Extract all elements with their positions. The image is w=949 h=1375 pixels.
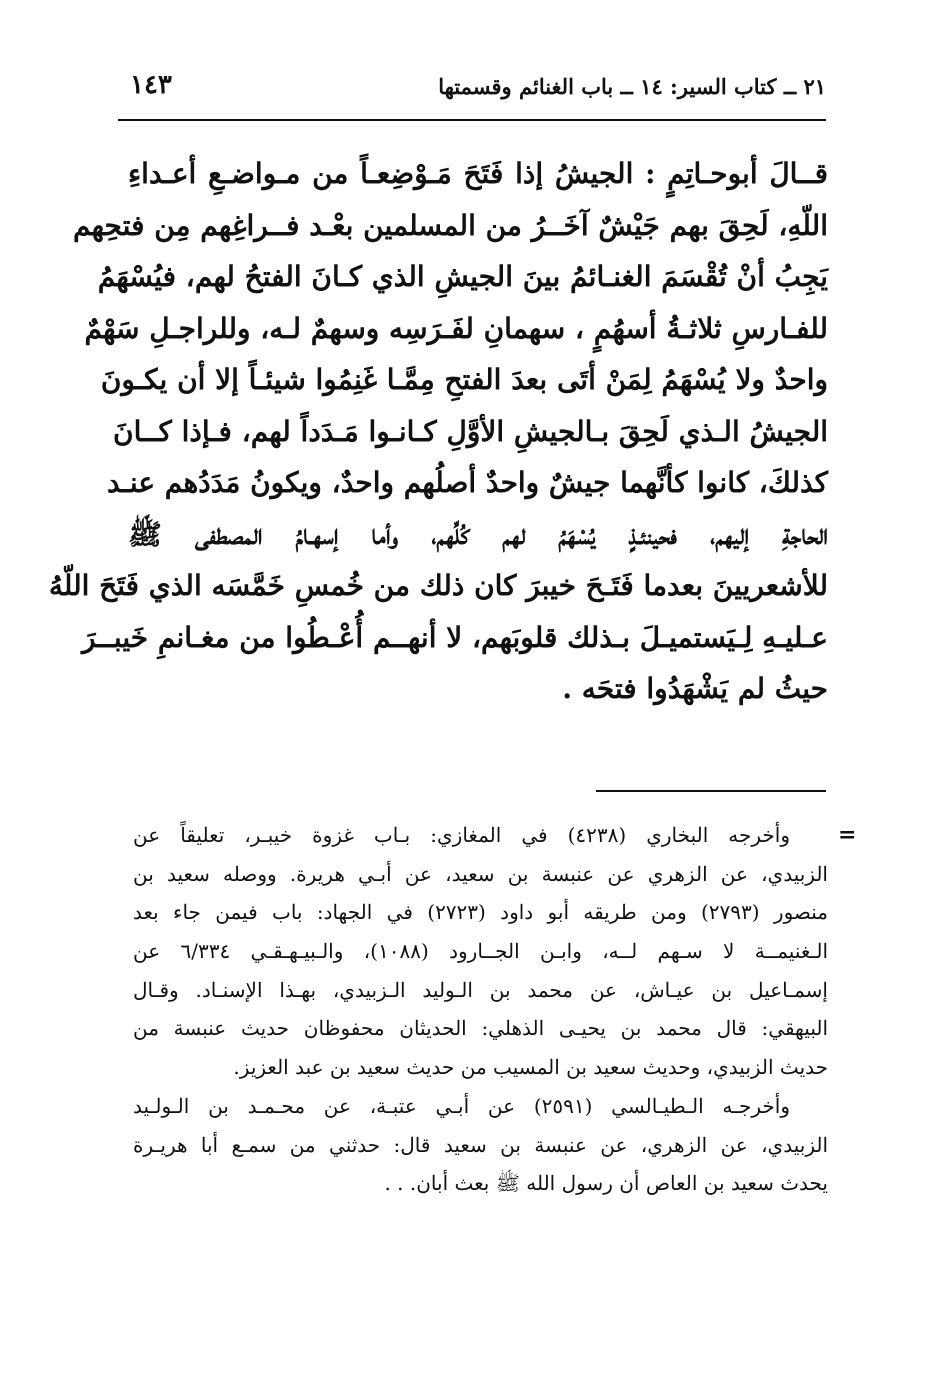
main-text-line: اللّهِ، لَحِقَ بهم جَيْشٌ آخَــرُ من المسلمين بعْـد فــراغِهم مِن فتحِهم (73, 208, 828, 242)
main-text-line: الجيشُ الـذي لَحِقَ بـالجيشِ الأوَّلِ كـانـوا مَـدَداً لهم، فـإذا كــانَ (113, 414, 828, 448)
main-text-line: يَجِبُ أنْ تُقْسَمَ الغنـائمُ بينَ الجيشِ الذي كـانَ الفتحُ لهم، فيُسْهَمُ (97, 260, 828, 293)
footnote-line: إسمـاعيل بن عيـاش، عن محمد بن الـوليد الـزبيدي، بهـذا الإسنـاد. وقـال (133, 977, 828, 1002)
footnote-continuation-mark: = (838, 822, 857, 848)
main-text-line: الحاجةِ إليهم، فحينئـذٍ يُسْهَمُ لهم كُلِّهم، وأما إسهـامُ المصطفى ﷺ (128, 517, 828, 551)
footnote-line: الـغنيمــة لا سـهم لــه، وابـن الجــارود (١٠٨٨)، والـبيـهـقـي ٦/٣٣٤ عن (133, 939, 829, 964)
footnote-line: وأخرجـه الـطيـالسي (٢٥٩١) عن أبـي عتبـة، عن محـمـد بن الـولـيد (133, 1093, 790, 1118)
main-text-line: للأشعريينَ بعدما فَتَـحَ خيبرَ كان ذلك من خُمسِ خَمَّسَه الذي فَتَحَ اللّهُ (48, 569, 828, 602)
footnote-line: وأخرجه البخاري (٤٢٣٨) في المغازي: بـاب غزوة خيبـر، تعليقاً عن (133, 823, 791, 847)
page-number: ١٤٣ (130, 70, 172, 100)
running-title: ٢١ ــ كتاب السير: ١٤ ــ باب الغنائم وقسمتها (438, 74, 826, 99)
main-text (48, 148, 828, 715)
main-text-line: حيثُ لم يَشْهَدُوا فتحَه . (562, 672, 828, 705)
footnote-line: حديث الزبيدي، وحديث سعيد بن المسيب من حديث سعيد بن عبد العزيز. (233, 1055, 828, 1080)
footnote-line: الزبيدي، عن الزهري عن عنبسة بن سعيد، عن أبـي هريرة. ووصله سعيد بن (133, 861, 828, 886)
footnotes (133, 816, 828, 1203)
main-text-line: للفـارسِ ثلاثـةُ أسهُمٍ ، سهمانِ لفَـرَسِه وسهمٌ لـه، وللراجـلِ سَهْمٌ (84, 311, 828, 345)
main-text-line: كذلكَ، كانوا كأنَّهما جيشٌ واحدٌ أصلُهم واحدٌ، ويكونُ مَدَدُهم عنـد (107, 466, 828, 499)
main-text-line: عـليـهِ لِـيَستميـلَ بـذلك قلوبَهم، لا أنهــم أُعْـطُوا من مغـانمِ خَيبــرَ (82, 620, 828, 654)
header-rule (118, 119, 826, 121)
main-text-line: واحدٌ ولا يُسْهَمُ لِمَنْ أتَى بعدَ الفتحِ مِمَّـا غَنِمُوا شيئـاً إلا أن يكـونَ (100, 363, 828, 396)
footnote-separator (596, 790, 826, 792)
page-header (118, 62, 826, 122)
main-text-line: قــالَ أبوحـاتِمٍ : الجيشُ إذا فَتَحَ مَـوْضِعـاً من مـواضـعِ أعـداءِ (128, 157, 828, 190)
footnote-line: البيهقي: قال محمد بن يحيـى الذهلي: الحديثان محفوظان حديث عنبسة من (133, 1016, 828, 1041)
footnote-line: الزبيدي، عن الزهري، عن عنبسة بن سعيد قال: حدثني من سمـع أبا هريـرة (133, 1132, 828, 1157)
footnote-line: يحدث سعيد بن العاص أن رسول الله ﷺ بعث أبان. . . (384, 1171, 828, 1196)
footnote-line: منصور (٢٧٩٣) ومن طريقه أبو داود (٢٧٢٣) في الجهاد: باب فيمن جاء بعد (133, 900, 828, 925)
